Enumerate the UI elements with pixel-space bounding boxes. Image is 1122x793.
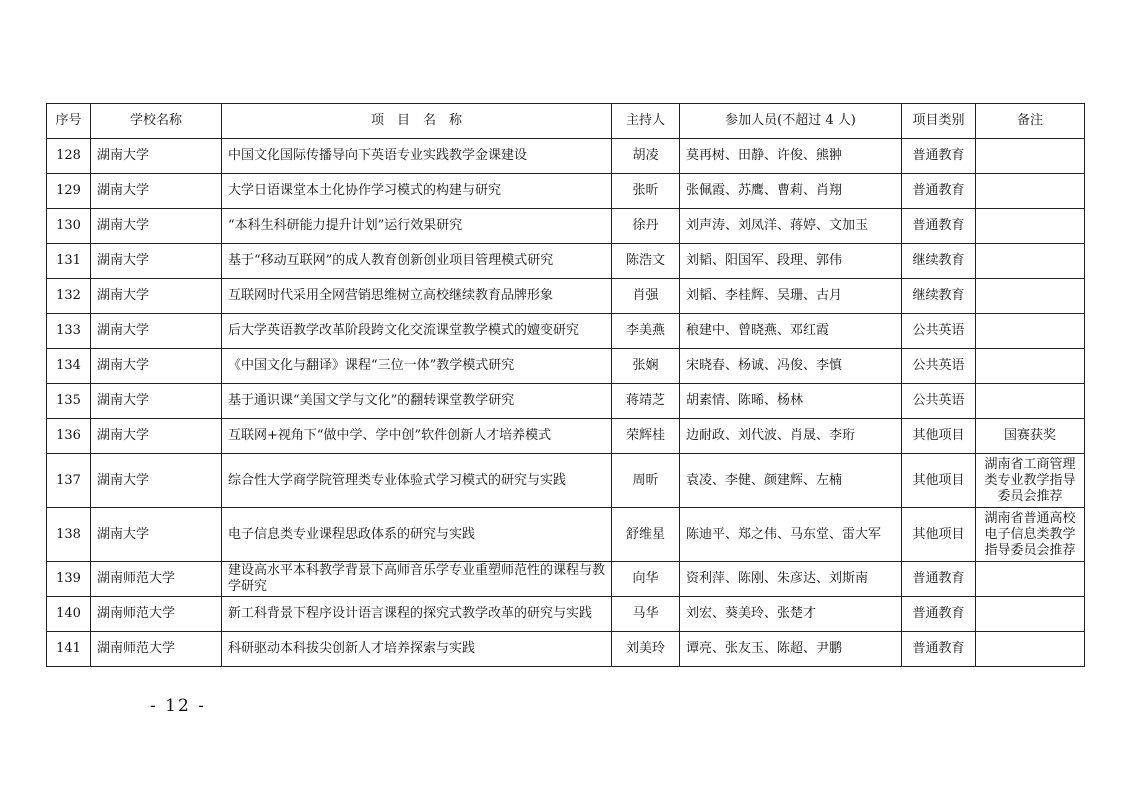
cell-members: 胡素情、陈晞、杨林 (680, 384, 902, 419)
cell-members: 袁凌、李健、颜建辉、左楠 (680, 454, 902, 508)
cell-members: 张佩霞、苏鹰、曹莉、肖翔 (680, 174, 902, 209)
cell-category: 普通教育 (902, 562, 976, 597)
cell-members: 刘韬、李桂辉、吴珊、古月 (680, 279, 902, 314)
table-row (47, 279, 1085, 314)
cell-note (976, 384, 1085, 419)
cell-host: 李美燕 (612, 314, 680, 349)
cell-school: 湖南师范大学 (91, 562, 222, 597)
cell-school: 湖南大学 (91, 174, 222, 209)
cell-host: 徐丹 (612, 209, 680, 244)
cell-host: 周昕 (612, 454, 680, 508)
cell-school: 湖南大学 (91, 314, 222, 349)
cell-host: 肖强 (612, 279, 680, 314)
table-row (47, 562, 1085, 597)
cell-note (976, 562, 1085, 597)
cell-host: 舒维星 (612, 508, 680, 562)
cell-no: 133 (47, 314, 91, 349)
cell-school: 湖南师范大学 (91, 632, 222, 667)
cell-host: 张昕 (612, 174, 680, 209)
cell-category: 公共英语 (902, 349, 976, 384)
header-category: 项目类别 (902, 104, 976, 139)
header-project: 项 目 名 称 (222, 104, 612, 139)
cell-host: 胡凌 (612, 139, 680, 174)
cell-project: 大学日语课堂本土化协作学习模式的构建与研究 (222, 174, 612, 209)
cell-members: 资利萍、陈刚、朱彦达、刘斯南 (680, 562, 902, 597)
cell-category: 普通教育 (902, 174, 976, 209)
table-row (47, 139, 1085, 174)
table-row (47, 384, 1085, 419)
cell-school: 湖南大学 (91, 244, 222, 279)
cell-category: 普通教育 (902, 139, 976, 174)
cell-category: 继续教育 (902, 244, 976, 279)
cell-no: 137 (47, 454, 91, 508)
table-row (47, 209, 1085, 244)
cell-no: 128 (47, 139, 91, 174)
cell-project: 互联网+视角下“做中学、学中创”软件创新人才培养模式 (222, 419, 612, 454)
cell-no: 134 (47, 349, 91, 384)
cell-school: 湖南大学 (91, 279, 222, 314)
table-row (47, 314, 1085, 349)
cell-project: 电子信息类专业课程思政体系的研究与实践 (222, 508, 612, 562)
cell-project: 新工科背景下程序设计语言课程的探究式教学改革的研究与实践 (222, 597, 612, 632)
cell-no: 140 (47, 597, 91, 632)
header-host: 主持人 (612, 104, 680, 139)
cell-school: 湖南大学 (91, 454, 222, 508)
cell-note: 湖南省普通高校电子信息类教学指导委员会推荐 (976, 508, 1085, 562)
cell-project: 中国文化国际传播导向下英语专业实践教学金课建设 (222, 139, 612, 174)
cell-project: 基于通识课“美国文学与文化”的翻转课堂教学研究 (222, 384, 612, 419)
cell-school: 湖南大学 (91, 139, 222, 174)
cell-no: 136 (47, 419, 91, 454)
cell-school: 湖南大学 (91, 349, 222, 384)
cell-note: 国赛获奖 (976, 419, 1085, 454)
cell-members: 宋晓春、杨诚、冯俊、李慎 (680, 349, 902, 384)
cell-category: 普通教育 (902, 597, 976, 632)
cell-no: 141 (47, 632, 91, 667)
cell-host: 蒋靖芝 (612, 384, 680, 419)
cell-host: 向华 (612, 562, 680, 597)
header-note: 备注 (976, 104, 1085, 139)
cell-no: 132 (47, 279, 91, 314)
cell-category: 继续教育 (902, 279, 976, 314)
cell-category: 其他项目 (902, 419, 976, 454)
page-number: - 12 - (150, 696, 206, 716)
cell-note (976, 209, 1085, 244)
table-row (47, 632, 1085, 667)
cell-note (976, 279, 1085, 314)
cell-no: 130 (47, 209, 91, 244)
cell-school: 湖南大学 (91, 209, 222, 244)
cell-no: 138 (47, 508, 91, 562)
cell-note (976, 597, 1085, 632)
header-no: 序号 (47, 104, 91, 139)
cell-note: 湖南省工商管理类专业教学指导委员会推荐 (976, 454, 1085, 508)
cell-note (976, 244, 1085, 279)
cell-project: 《中国文化与翻译》课程“三位一体”教学模式研究 (222, 349, 612, 384)
table-row (47, 244, 1085, 279)
cell-members: 刘韬、阳国军、段理、郭伟 (680, 244, 902, 279)
cell-category: 普通教育 (902, 632, 976, 667)
cell-members: 谭亮、张友玉、陈超、尹鹏 (680, 632, 902, 667)
cell-members: 刘声涛、刘凤洋、蒋婷、文加玉 (680, 209, 902, 244)
cell-no: 131 (47, 244, 91, 279)
cell-project: 后大学英语教学改革阶段跨文化交流课堂教学模式的嬗变研究 (222, 314, 612, 349)
cell-note (976, 174, 1085, 209)
cell-host: 刘美玲 (612, 632, 680, 667)
table-row (47, 349, 1085, 384)
cell-project: 建设高水平本科教学背景下高师音乐学专业重塑师范性的课程与教学研究 (222, 562, 612, 597)
cell-school: 湖南大学 (91, 384, 222, 419)
cell-members: 莫再树、田静、许俊、熊翀 (680, 139, 902, 174)
cell-host: 马华 (612, 597, 680, 632)
cell-no: 139 (47, 562, 91, 597)
table-row (47, 454, 1085, 508)
cell-note (976, 314, 1085, 349)
cell-category: 公共英语 (902, 314, 976, 349)
cell-project: “本科生科研能力提升计划”运行效果研究 (222, 209, 612, 244)
cell-school: 湖南大学 (91, 419, 222, 454)
cell-school: 湖南师范大学 (91, 597, 222, 632)
cell-members: 稂建中、曾晓燕、邓红霞 (680, 314, 902, 349)
cell-category: 其他项目 (902, 454, 976, 508)
cell-note (976, 349, 1085, 384)
cell-project: 基于“移动互联网”的成人教育创新创业项目管理模式研究 (222, 244, 612, 279)
projects-table (46, 103, 1085, 667)
cell-no: 135 (47, 384, 91, 419)
cell-members: 陈迪平、郑之伟、马东堂、雷大军 (680, 508, 902, 562)
cell-note (976, 139, 1085, 174)
header-members: 参加人员(不超过 4 人) (680, 104, 902, 139)
cell-category: 公共英语 (902, 384, 976, 419)
cell-members: 边耐政、刘代波、肖晟、李珩 (680, 419, 902, 454)
header-row (47, 104, 1085, 139)
cell-project: 科研驱动本科拔尖创新人才培养探索与实践 (222, 632, 612, 667)
table-row (47, 508, 1085, 562)
cell-category: 普通教育 (902, 209, 976, 244)
cell-project: 综合性大学商学院管理类专业体验式学习模式的研究与实践 (222, 454, 612, 508)
cell-no: 129 (47, 174, 91, 209)
table-row (47, 597, 1085, 632)
cell-category: 其他项目 (902, 508, 976, 562)
cell-host: 陈浩文 (612, 244, 680, 279)
table-row (47, 174, 1085, 209)
header-school: 学校名称 (91, 104, 222, 139)
cell-note (976, 632, 1085, 667)
cell-members: 刘宏、葵美玲、张楚才 (680, 597, 902, 632)
table-row (47, 419, 1085, 454)
cell-host: 张娴 (612, 349, 680, 384)
cell-school: 湖南大学 (91, 508, 222, 562)
cell-host: 荣辉桂 (612, 419, 680, 454)
cell-project: 互联网时代采用全网营销思维树立高校继续教育品牌形象 (222, 279, 612, 314)
